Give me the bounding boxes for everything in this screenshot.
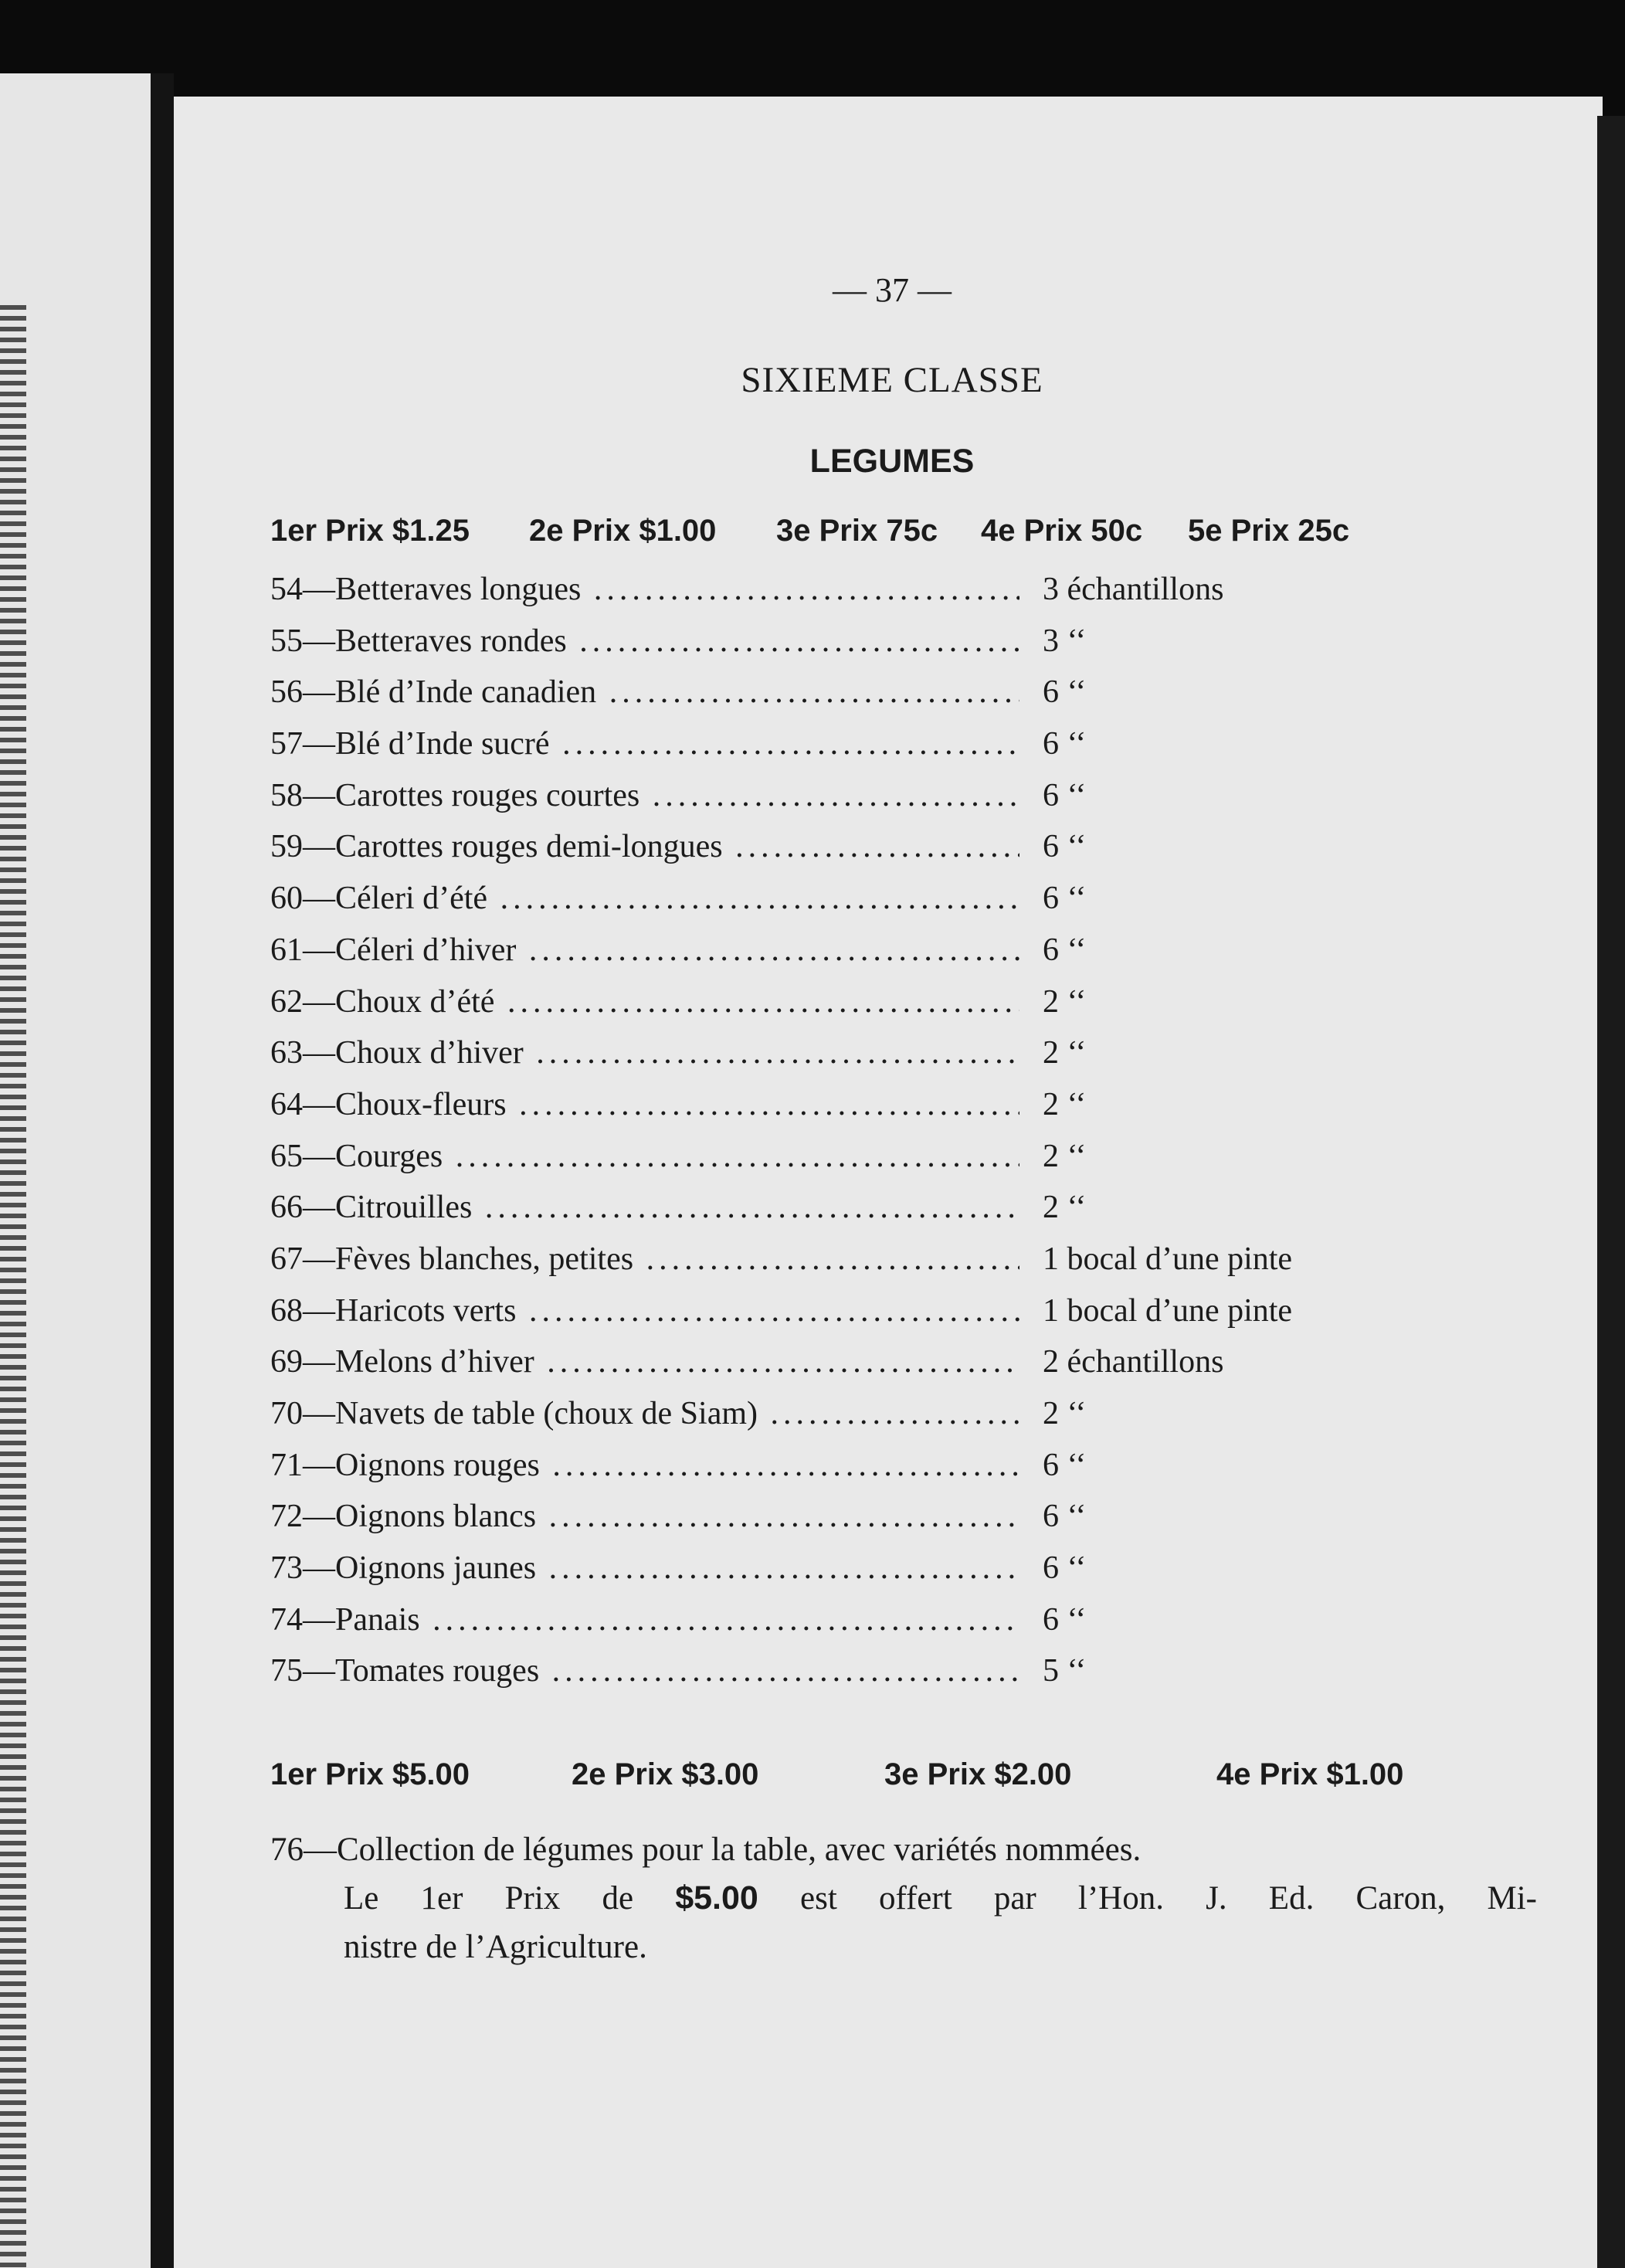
entry-quantity: 6 ‘‘ <box>1035 1447 1086 1484</box>
entry-76-line-1: 76—Collection de légumes pour la table, avec variétés nommées. <box>270 1832 1142 1868</box>
entry-quantity: 6 ‘‘ <box>1035 880 1086 917</box>
prize-1: 1er Prix $1.25 <box>270 514 470 548</box>
entry-label: 54—Betteraves longues ..... <box>270 571 1019 608</box>
list-item <box>270 725 1552 777</box>
entry-label: 71—Oignons rouges ..... <box>270 1447 1019 1484</box>
entry-label: 55—Betteraves rondes ..... <box>270 623 1019 660</box>
entry-label: 61—Céleri d’hiver ..... <box>270 932 1019 969</box>
entry-label: 75—Tomates rouges ..... <box>270 1652 1019 1689</box>
entry-76-line-2-start: Le 1er Prix de <box>344 1880 634 1917</box>
list-item <box>270 1550 1552 1601</box>
entry-label: 68—Haricots verts ..... <box>270 1292 1019 1329</box>
entry-quantity: 6 ‘‘ <box>1035 674 1086 711</box>
list-item <box>270 674 1552 725</box>
entry-quantity: 6 ‘‘ <box>1035 725 1086 762</box>
prize-1: 1er Prix $5.00 <box>270 1757 470 1791</box>
entry-quantity: 6 ‘‘ <box>1035 932 1086 969</box>
prize-5: 5e Prix 25c <box>1188 514 1350 548</box>
entry-label: 69—Melons d’hiver ..... <box>270 1343 1019 1380</box>
list-item <box>270 1086 1552 1138</box>
entry-76-paragraph <box>270 1825 1537 1971</box>
page-gutter <box>151 73 174 2268</box>
entry-76-amount: $5.00 <box>675 1879 758 1917</box>
list-item <box>270 623 1552 674</box>
list-item <box>270 1498 1552 1550</box>
entry-label: 58—Carottes rouges courtes ..... <box>270 777 1019 814</box>
entry-quantity: 6 ‘‘ <box>1035 777 1086 814</box>
entry-quantity: 2 ‘‘ <box>1035 1395 1086 1432</box>
entry-quantity: 5 ‘‘ <box>1035 1652 1086 1689</box>
entry-quantity: 6 ‘‘ <box>1035 828 1086 865</box>
list-item <box>270 932 1552 983</box>
list-item <box>270 777 1552 829</box>
entry-quantity: 2 ‘‘ <box>1035 1034 1086 1071</box>
list-item <box>270 1343 1552 1395</box>
prize-2: 2e Prix $1.00 <box>529 514 717 548</box>
entry-quantity: 1 bocal d’une pinte <box>1035 1241 1292 1278</box>
prize-2: 2e Prix $3.00 <box>572 1757 759 1791</box>
list-item <box>270 1395 1552 1447</box>
list-item <box>270 1601 1552 1653</box>
prize-3: 3e Prix 75c <box>776 514 938 548</box>
entry-76-line-2-end: est offert par l’Hon. J. Ed. Caron, Mi- <box>800 1880 1537 1917</box>
entry-quantity: 3 ‘‘ <box>1035 623 1086 660</box>
prize-line-bottom <box>270 1757 1545 1804</box>
entry-label: 66—Citrouilles ..... <box>270 1189 1019 1226</box>
entry-quantity: 2 ‘‘ <box>1035 1086 1086 1123</box>
entry-list <box>270 571 1552 1704</box>
entry-label: 56—Blé d’Inde canadien ..... <box>270 674 1019 711</box>
prize-4: 4e Prix 50c <box>981 514 1143 548</box>
prize-4: 4e Prix $1.00 <box>1216 1757 1404 1791</box>
entry-label: 74—Panais ..... <box>270 1601 1019 1638</box>
entry-label: 73—Oignons jaunes ..... <box>270 1550 1019 1587</box>
entry-quantity: 6 ‘‘ <box>1035 1498 1086 1535</box>
section-title: LEGUMES <box>809 443 975 480</box>
entry-quantity: 6 ‘‘ <box>1035 1550 1086 1587</box>
entry-label: 62—Choux d’été ..... <box>270 983 1019 1020</box>
entry-label: 70—Navets de table (choux de Siam) ..... <box>270 1395 1019 1432</box>
list-item <box>270 1034 1552 1086</box>
entry-quantity: 2 ‘‘ <box>1035 983 1086 1020</box>
list-item <box>270 1138 1552 1190</box>
entry-label: 72—Oignons blancs ..... <box>270 1498 1019 1535</box>
page-number: — 37 — <box>833 271 952 309</box>
entry-quantity: 3 échantillons <box>1035 571 1223 608</box>
list-item <box>270 1292 1552 1344</box>
list-item <box>270 880 1552 932</box>
right-page-edge <box>1597 116 1625 2268</box>
entry-label: 64—Choux-fleurs ..... <box>270 1086 1019 1123</box>
entry-label: 63—Choux d’hiver ..... <box>270 1034 1019 1071</box>
entry-quantity: 1 bocal d’une pinte <box>1035 1292 1292 1329</box>
entry-label: 57—Blé d’Inde sucré ..... <box>270 725 1019 762</box>
document-page <box>174 97 1603 2268</box>
left-page-fragment <box>0 73 151 2268</box>
entry-label: 60—Céleri d’été ..... <box>270 880 1019 917</box>
list-item <box>270 983 1552 1035</box>
entry-label: 67—Fèves blanches, petites ..... <box>270 1241 1019 1278</box>
class-title: SIXIEME CLASSE <box>741 360 1043 400</box>
entry-label: 65—Courges ..... <box>270 1138 1019 1175</box>
list-item <box>270 828 1552 880</box>
list-item <box>270 1241 1552 1292</box>
decorative-border <box>0 305 26 2268</box>
list-item <box>270 571 1552 623</box>
entry-76-line-3: nistre de l’Agriculture. <box>344 1929 647 1965</box>
entry-quantity: 2 ‘‘ <box>1035 1189 1086 1226</box>
prize-line-top <box>270 514 1545 560</box>
entry-label: 59—Carottes rouges demi-longues ..... <box>270 828 1019 865</box>
entry-quantity: 6 ‘‘ <box>1035 1601 1086 1638</box>
list-item <box>270 1652 1552 1704</box>
list-item <box>270 1189 1552 1241</box>
prize-3: 3e Prix $2.00 <box>884 1757 1072 1791</box>
entry-quantity: 2 échantillons <box>1035 1343 1223 1380</box>
entry-quantity: 2 ‘‘ <box>1035 1138 1086 1175</box>
entry-76-line-2 <box>270 1874 1537 1923</box>
list-item <box>270 1447 1552 1499</box>
